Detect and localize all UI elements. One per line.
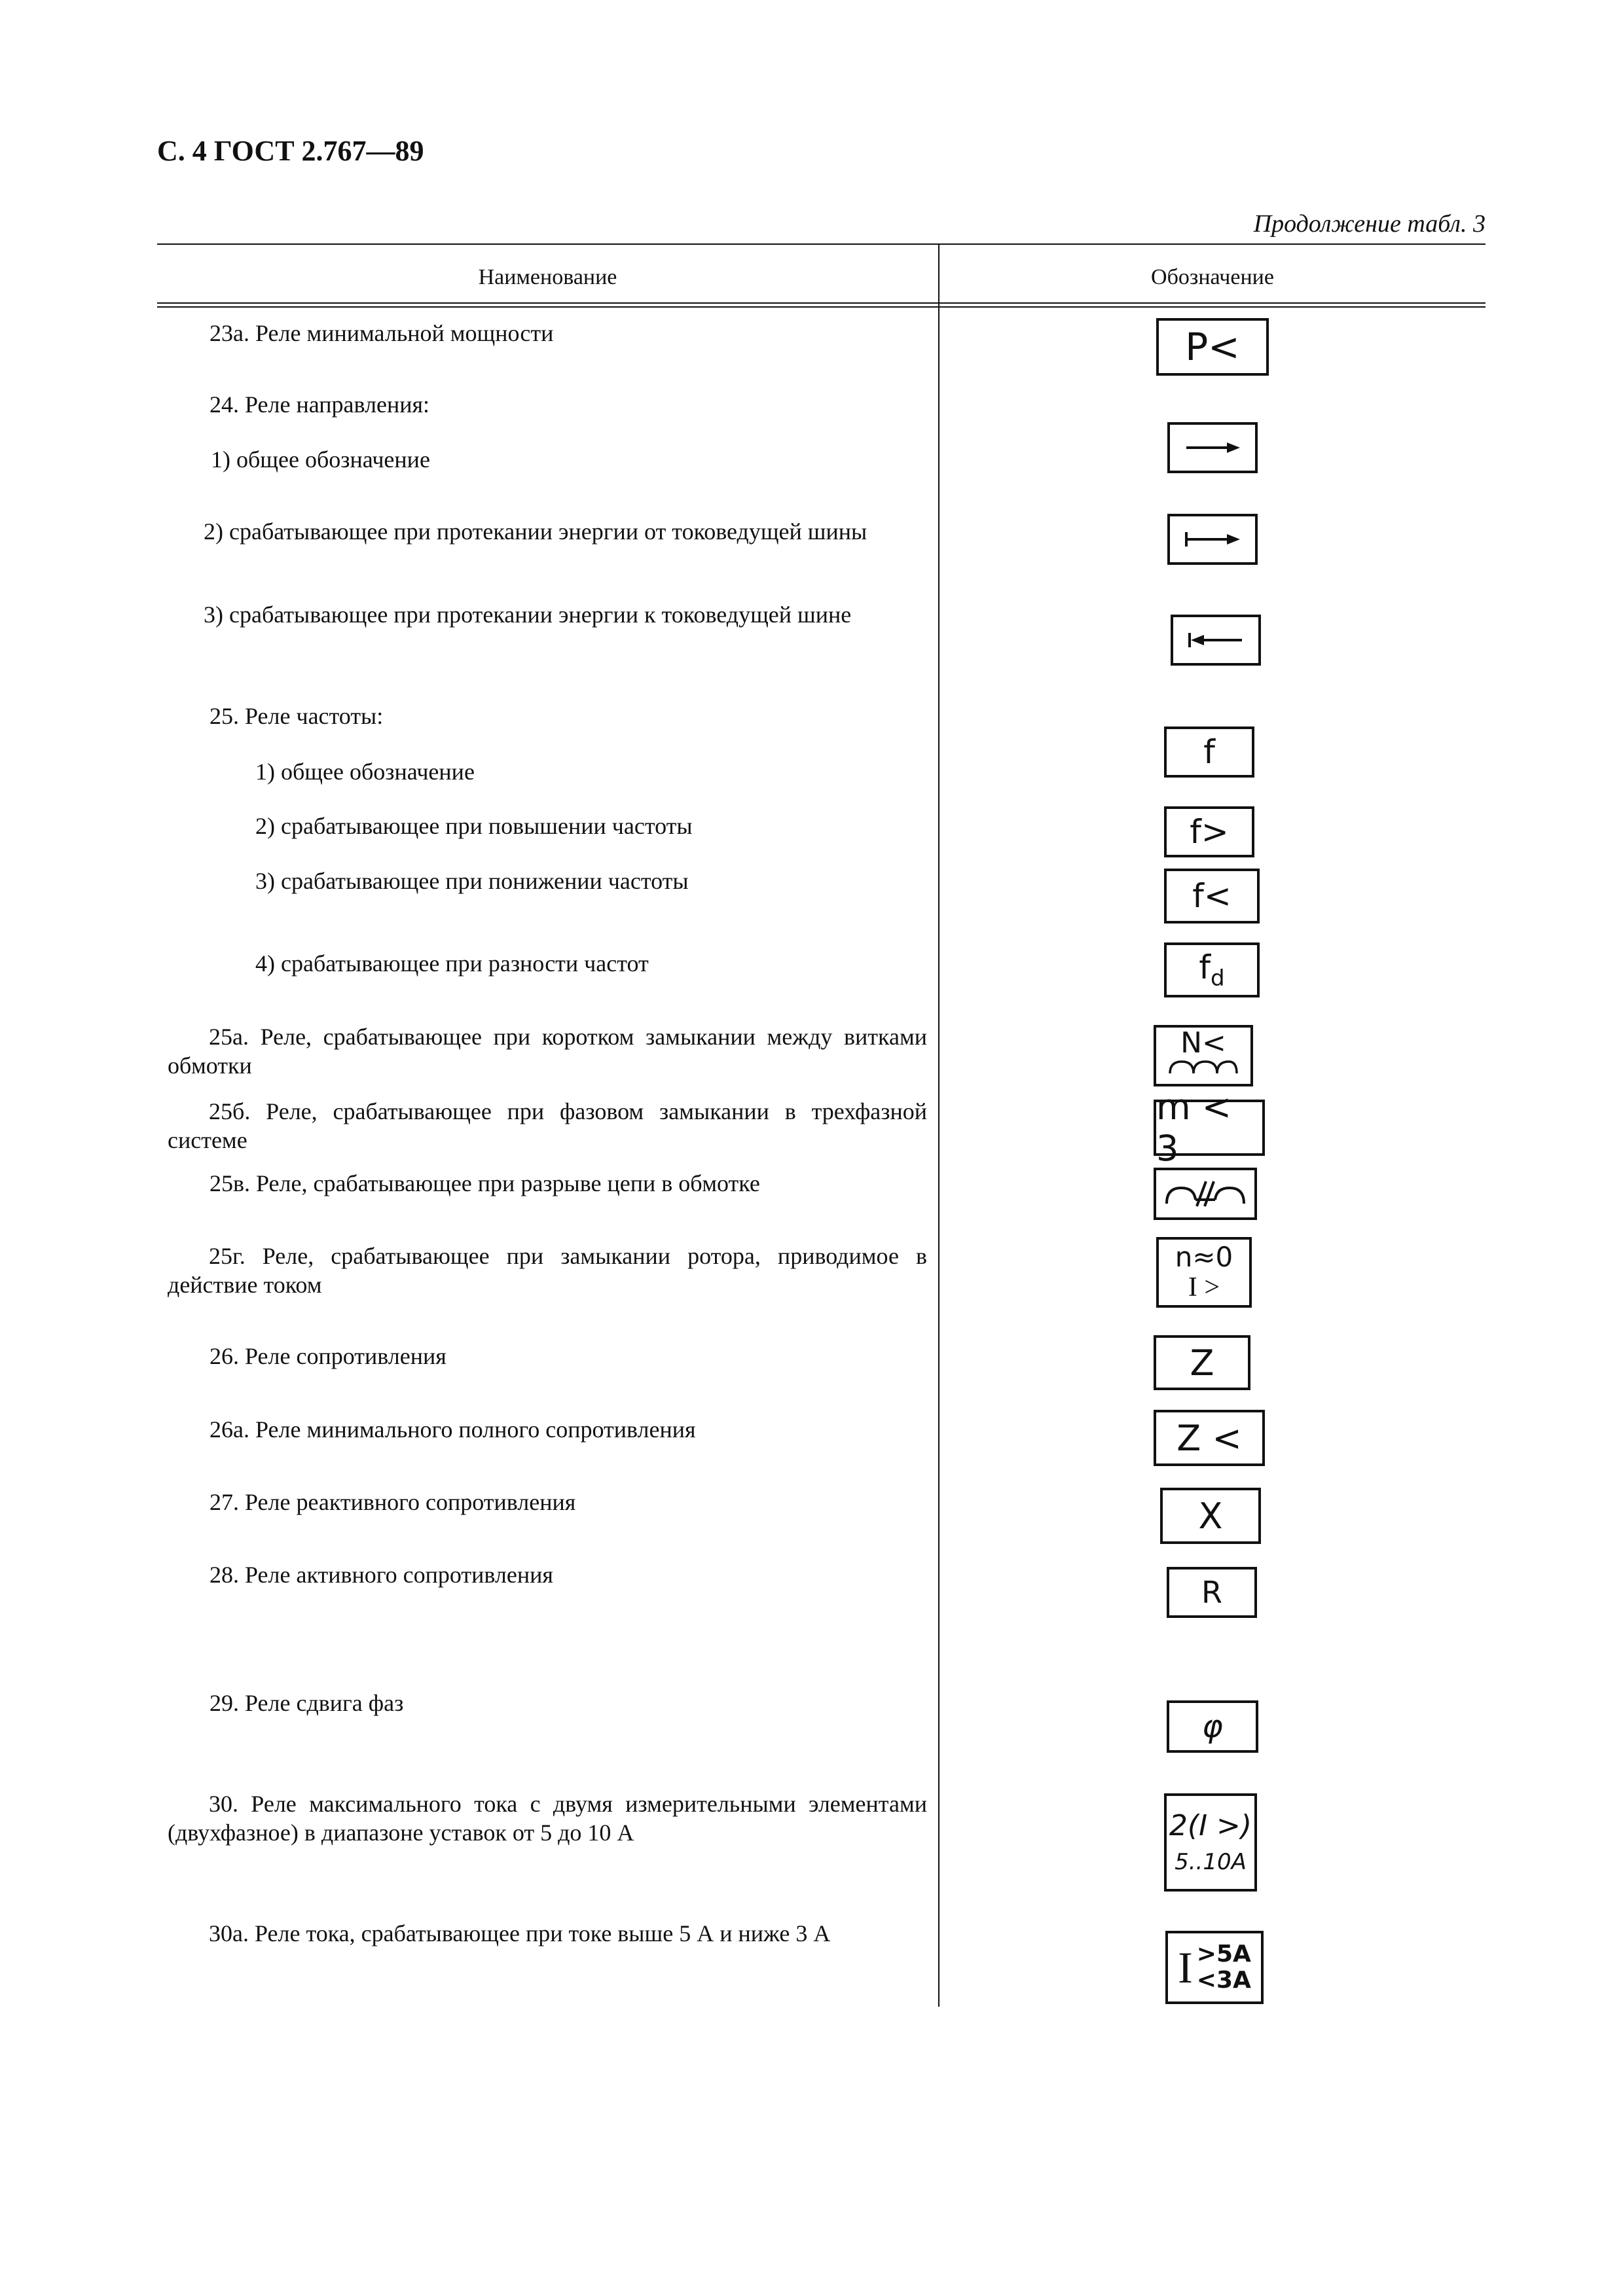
- row-25a-text: 25а. Реле, срабатывающее при коротком замыкании между витками обмотки: [168, 1024, 927, 1079]
- arrow-right-icon: [1167, 422, 1258, 473]
- broken-winding-icon: [1154, 1168, 1257, 1220]
- symbol-26: Z: [1154, 1335, 1250, 1390]
- row-30a-text: 30а. Реле тока, срабатывающее при токе выше 5 А и ниже 3 А: [209, 1920, 831, 1946]
- row-30-text: 30. Реле максимального тока с двумя измерительными элементами (двухфазное) в диапазоне уставок от 5 до 10 А: [168, 1791, 927, 1846]
- symbol-25-1: f: [1164, 726, 1254, 778]
- row-25-1-text: 1) общее обозначение: [255, 759, 475, 785]
- table-top-rule: [157, 243, 1486, 245]
- row-25-text: 25. Реле частоты:: [210, 703, 384, 729]
- symbol-26a: Z <: [1154, 1410, 1265, 1466]
- table-continuation-label: Продолжение табл. 3: [1253, 210, 1486, 238]
- row-28-text: 28. Реле активного сопротивления: [210, 1562, 553, 1588]
- arrow-right-from-bar-icon: [1167, 514, 1258, 565]
- row-26a-text: 26а. Реле минимального полного сопротивления: [210, 1416, 696, 1443]
- symbol-30: 2(I >) 5..10A: [1164, 1793, 1257, 1892]
- row-24-2-text: 2) срабатывающее при протекании энергии от токоведущей шины: [204, 518, 867, 545]
- page-header: С. 4 ГОСТ 2.767—89: [157, 135, 424, 167]
- row-24-text: 24. Реле направления:: [210, 391, 430, 418]
- symbol-25-2: f>: [1164, 806, 1254, 857]
- row-25-2-text: 2) срабатывающее при повышении частоты: [255, 813, 693, 839]
- row-23a-text: 23а. Реле минимальной мощности: [210, 320, 554, 346]
- table-header-rule-1: [157, 302, 1486, 304]
- row-29-text: 29. Реле сдвига фаз: [210, 1690, 404, 1716]
- arrow-left-to-bar-icon: [1171, 615, 1261, 666]
- row-25b-text: 25б. Реле, срабатывающее при фазовом замыкании в трехфазной системе: [168, 1098, 927, 1153]
- column-header-name: Наименование: [478, 265, 617, 289]
- symbol-29: φ: [1167, 1700, 1258, 1753]
- row-27-text: 27. Реле реактивного сопротивления: [210, 1489, 576, 1515]
- symbol-23a: P<: [1156, 318, 1269, 376]
- symbol-27: X: [1160, 1488, 1261, 1544]
- row-24-1-text: 1) общее обозначение: [211, 446, 430, 473]
- symbol-25a: N<: [1154, 1025, 1253, 1086]
- symbol-25b: m < 3: [1154, 1100, 1265, 1156]
- table-column-divider: [938, 243, 939, 2007]
- table-header-rule-2: [157, 306, 1486, 308]
- symbol-25-3: f<: [1164, 869, 1260, 924]
- symbol-28: R: [1167, 1567, 1257, 1618]
- row-25g-text: 25г. Реле, срабатывающее при замыкании ротора, приводимое в действие током: [168, 1243, 927, 1298]
- winding-icon: [1167, 1058, 1239, 1076]
- column-header-symbol: Обозначение: [1151, 265, 1274, 289]
- row-24-3-text: 3) срабатывающее при протекании энергии к токоведущей шине: [204, 601, 852, 628]
- symbol-30a: I >5A <3A: [1165, 1931, 1264, 2004]
- row-25-4-text: 4) срабатывающее при разности частот: [255, 950, 649, 977]
- symbol-25g: n≈0 I >: [1156, 1237, 1252, 1308]
- row-25v-text: 25в. Реле, срабатывающее при разрыве цепи в обмотке: [210, 1170, 760, 1196]
- symbol-25-4: $f_d$: [1164, 942, 1260, 997]
- row-26-text: 26. Реле сопротивления: [210, 1343, 447, 1369]
- row-25-3-text: 3) срабатывающее при понижении частоты: [255, 868, 689, 894]
